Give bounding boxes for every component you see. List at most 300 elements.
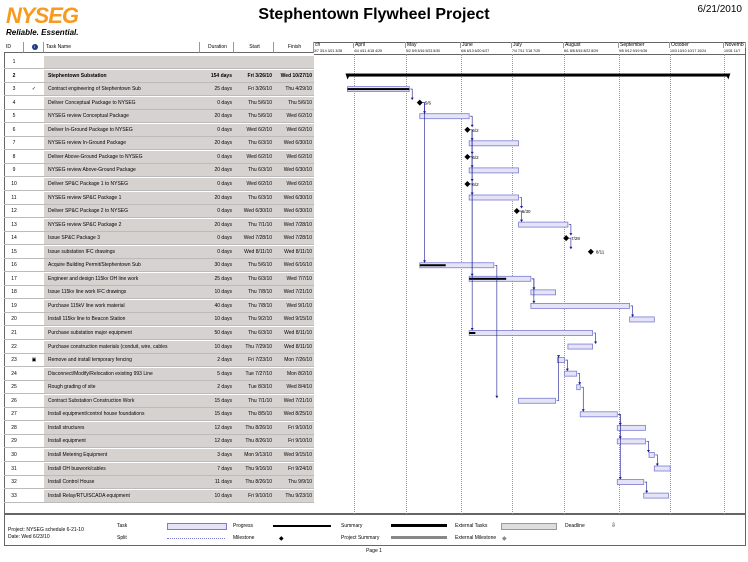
task-start: Mon 9/13/10 [234, 449, 274, 461]
task-id: 17 [11, 275, 17, 282]
timescale-weeks: 6/6 6/13 6/20 6/27 [461, 48, 512, 55]
task-indicator [24, 327, 44, 339]
summary-bar-start [346, 74, 351, 80]
task-name: Install OH buswork/cables [44, 463, 200, 475]
task-start: Thu 9/16/10 [234, 463, 274, 475]
table-row[interactable] [4, 70, 314, 83]
task-finish: Wed 7/21/10 [274, 395, 314, 407]
task-finish: Wed 6/2/10 [274, 124, 314, 136]
milestone-date-label: 6/2 [472, 181, 479, 187]
timescale-weeks: 3/7 3/14 3/21 3/28 [314, 48, 354, 55]
milestone-date-label: 8/11 [595, 249, 605, 255]
task-id: 11 [11, 194, 17, 201]
task-name: Disconnect/Modify/Relocation existing 993 Line [44, 368, 200, 380]
task-start: Thu 8/26/10 [234, 422, 274, 434]
task-duration: 0 days [200, 97, 234, 109]
task-id: 10 [11, 180, 17, 187]
legend-deadline-label: Deadline [565, 523, 585, 529]
task-table [4, 42, 314, 514]
timescale-month: May [406, 42, 461, 48]
dependency-arrow [411, 98, 414, 101]
table-row[interactable] [4, 164, 314, 177]
legend-external-milestone-label: External Milestone [455, 535, 497, 541]
task-id: 22 [11, 343, 17, 350]
task-indicator [24, 341, 44, 353]
report-date: 6/21/2010 [697, 4, 742, 15]
task-start: Fri 7/23/10 [234, 354, 274, 366]
report-header [0, 0, 748, 42]
task-id: 28 [11, 424, 17, 431]
timescale-weeks: 9/5 9/12 9/19 9/26 [619, 48, 670, 55]
task-bar [568, 344, 593, 349]
task-name: Deliver SP&C Package 1 to NYSEG [44, 178, 200, 190]
external-milestone-diamond-icon: ◆ [502, 536, 507, 542]
task-start: Thu 5/6/10 [234, 259, 274, 271]
task-duration: 7 days [200, 463, 234, 475]
task-name: Install Control House [44, 476, 200, 488]
timescale-month: ch [314, 42, 354, 48]
task-name: Deliver Conceptual Package to NYSEG [44, 97, 200, 109]
task-finish: Wed 6/16/10 [274, 259, 314, 271]
task-indicator [24, 463, 44, 475]
task-progress [469, 332, 475, 334]
task-finish: Mon 7/26/10 [274, 354, 314, 366]
task-duration: 20 days [200, 164, 234, 176]
table-row[interactable] [4, 286, 314, 299]
task-start: Fri 9/10/10 [234, 490, 274, 502]
task-name: Contract Substation Construction Work [44, 395, 200, 407]
task-name: Deliver In-Ground Package to NYSEG [44, 124, 200, 136]
timescale-month: June [461, 42, 512, 48]
table-row[interactable] [4, 246, 314, 259]
timescale-month: Novemb [724, 42, 746, 48]
task-id: 23 [11, 357, 17, 364]
legend-footer [4, 514, 746, 546]
dependency-arrow [569, 247, 572, 250]
task-indicator [24, 286, 44, 298]
task-id: 32 [11, 479, 17, 486]
task-duration: 5 days [200, 368, 234, 380]
task-start: Thu 6/3/10 [234, 327, 274, 339]
task-duration: 10 days [200, 286, 234, 298]
dependency-link [581, 387, 583, 411]
task-finish: Wed 10/27/10 [274, 70, 314, 82]
task-name: Stephentown Substation [44, 70, 200, 82]
task-finish: Wed 7/28/10 [274, 219, 314, 231]
table-row[interactable] [4, 137, 314, 150]
task-finish: Wed 8/25/10 [274, 408, 314, 420]
timescale-month: October [670, 42, 724, 48]
task-indicator [24, 313, 44, 325]
table-row[interactable] [4, 422, 314, 435]
task-name: NYSEG review In-Ground Package [44, 137, 200, 149]
table-row[interactable] [4, 476, 314, 489]
table-row[interactable] [4, 435, 314, 448]
task-duration: 0 days [200, 246, 234, 258]
task-name: Purchase construction materials (conduit, wire, cables [44, 341, 200, 353]
task-indicator: ▣ [31, 357, 37, 364]
task-bar [469, 168, 518, 173]
timescale-month: August [564, 42, 619, 48]
task-bar [519, 222, 568, 227]
task-id: 20 [11, 316, 17, 323]
task-indicator [24, 192, 44, 204]
task-bar [564, 371, 576, 376]
task-progress [469, 278, 506, 280]
task-duration: 154 days [200, 70, 234, 82]
table-row[interactable] [4, 300, 314, 313]
task-bar [617, 425, 645, 430]
task-indicator [24, 246, 44, 258]
table-row[interactable] [4, 490, 314, 503]
task-id: 15 [11, 248, 17, 255]
timescale-weeks: 5/2 5/9 5/16 5/23 5/30 [406, 48, 461, 55]
task-duration: 10 days [200, 490, 234, 502]
task-start: Thu 8/26/10 [234, 435, 274, 447]
task-duration: 0 days [200, 124, 234, 136]
table-row[interactable] [4, 368, 314, 381]
task-indicator [24, 56, 44, 68]
task-duration: 10 days [200, 313, 234, 325]
table-row[interactable] [4, 313, 314, 326]
milestone-marker [563, 235, 569, 241]
timescale-weeks: 10/3 10/10 10/17 10/24 [670, 48, 724, 55]
task-duration: 15 days [200, 408, 234, 420]
task-start: Fri 3/26/10 [234, 83, 274, 95]
task-indicator [24, 381, 44, 393]
task-name: Issue SP&C Package 3 [44, 232, 200, 244]
table-row[interactable] [4, 124, 314, 137]
task-finish: Fri 9/10/10 [274, 422, 314, 434]
task-finish: Wed 6/30/10 [274, 192, 314, 204]
task-finish: Wed 9/15/10 [274, 449, 314, 461]
task-duration [200, 56, 234, 68]
task-start: Wed 6/30/10 [234, 205, 274, 217]
milestone-date-label: 6/30 [521, 209, 531, 215]
task-indicator [24, 273, 44, 285]
task-duration: 40 days [200, 300, 234, 312]
task-duration: 50 days [200, 327, 234, 339]
table-row[interactable] [4, 259, 314, 272]
table-row[interactable] [4, 341, 314, 354]
task-duration: 12 days [200, 422, 234, 434]
timescale-weeks: 4/4 4/11 4/18 4/25 [354, 48, 406, 55]
task-finish: Wed 8/11/10 [274, 327, 314, 339]
task-bar [649, 452, 654, 457]
task-indicator [24, 259, 44, 271]
task-id: 31 [11, 465, 17, 472]
task-bar [580, 412, 617, 417]
timescale-weeks: 7/4 7/11 7/18 7/25 [512, 48, 564, 55]
timescale-month: September [619, 42, 670, 48]
task-name: Issue substation IFC drawings [44, 246, 200, 258]
task-indicator [24, 110, 44, 122]
task-indicator [24, 435, 44, 447]
task-bar [630, 317, 655, 322]
col-header-name[interactable]: Task Name [44, 42, 200, 53]
task-start: Thu 6/3/10 [234, 192, 274, 204]
task-start: Wed 6/2/10 [234, 151, 274, 163]
timescale-month: July [512, 42, 564, 48]
task-indicator [24, 300, 44, 312]
summary-bar [348, 74, 729, 77]
task-indicator [24, 422, 44, 434]
footer-project: Project: NYSEG schedule 6-21-10 [8, 527, 84, 533]
task-finish: Wed 8/4/10 [274, 381, 314, 393]
task-id: 2 [12, 72, 16, 79]
task-indicator [24, 490, 44, 502]
legend-project-summary-swatch [391, 536, 447, 539]
task-finish: Thu 9/23/10 [274, 490, 314, 502]
table-row[interactable] [4, 273, 314, 286]
task-duration: 11 days [200, 476, 234, 488]
nyseg-logo: NYSEG [6, 3, 79, 28]
task-bar [644, 493, 669, 498]
task-id: 26 [11, 397, 17, 404]
task-start: Thu 9/2/10 [234, 313, 274, 325]
task-name: NYSEG review Conceptual Package [44, 110, 200, 122]
footer-date: Date: Wed 6/23/10 [8, 534, 50, 540]
table-row[interactable] [4, 354, 314, 367]
task-finish: Mon 8/2/10 [274, 368, 314, 380]
legend-split-swatch [167, 538, 225, 539]
legend-progress-label: Progress [233, 523, 254, 529]
legend-task-label: Task [117, 523, 128, 529]
page-title: Stephentown Flywheel Project [258, 6, 490, 23]
task-duration: 10 days [200, 341, 234, 353]
task-duration: 25 days [200, 83, 234, 95]
task-id: 30 [11, 451, 17, 458]
task-start: Tue 7/27/10 [234, 368, 274, 380]
task-name: Remove and install temporary fencing [44, 354, 200, 366]
task-indicator [24, 151, 44, 163]
task-start: Thu 6/3/10 [234, 164, 274, 176]
task-bar [577, 385, 581, 390]
task-start [234, 56, 274, 68]
table-row[interactable] [4, 381, 314, 394]
legend-project-summary-label: Project Summary [341, 535, 380, 541]
task-finish: Fri 9/24/10 [274, 463, 314, 475]
task-finish: Wed 6/30/10 [274, 137, 314, 149]
task-duration: 20 days [200, 137, 234, 149]
milestone-marker [417, 100, 423, 106]
task-start: Wed 7/28/10 [234, 232, 274, 244]
task-id: 33 [11, 492, 17, 499]
task-name: Issue 115kv line work IFC drawings [44, 286, 200, 298]
table-row[interactable] [4, 205, 314, 218]
task-start: Wed 6/2/10 [234, 178, 274, 190]
task-start: Thu 7/1/10 [234, 395, 274, 407]
table-row[interactable] [4, 192, 314, 205]
task-id: 14 [11, 235, 17, 242]
task-bar [531, 303, 630, 308]
task-finish: Fri 9/10/10 [274, 435, 314, 447]
task-id: 5 [12, 113, 16, 120]
task-indicator [24, 219, 44, 231]
task-name: Purchase substation major equipment [44, 327, 200, 339]
task-bar [420, 114, 469, 119]
task-start: Tue 8/3/10 [234, 381, 274, 393]
task-id: 18 [11, 289, 17, 296]
legend-milestone-label: Milestone [233, 535, 255, 541]
task-finish: Wed 6/2/10 [274, 110, 314, 122]
task-id: 7 [12, 140, 16, 147]
task-progress [420, 264, 446, 266]
task-duration: 0 days [200, 232, 234, 244]
table-row[interactable] [4, 56, 314, 69]
task-name: Rough grading of site [44, 381, 200, 393]
task-id: 27 [11, 411, 17, 418]
task-id: 29 [11, 438, 17, 445]
task-bar [469, 141, 518, 146]
table-row[interactable] [4, 110, 314, 123]
table-row[interactable] [4, 395, 314, 408]
milestone-marker [464, 154, 470, 160]
task-name: Deliver SP&C Package 2 to NYSEG [44, 205, 200, 217]
timescale-weeks: 8/1 8/8 8/15 8/22 8/29 [564, 48, 619, 55]
task-id: 9 [12, 167, 16, 174]
col-header-duration[interactable]: Duration [200, 42, 234, 53]
task-name [44, 56, 200, 68]
table-row[interactable] [4, 178, 314, 191]
task-name: Install 115kv line to Beacon Station [44, 313, 200, 325]
task-indicator: ✓ [31, 86, 37, 93]
task-indicator [24, 368, 44, 380]
task-start: Wed 6/2/10 [234, 124, 274, 136]
col-header-start[interactable]: Start [234, 42, 274, 53]
col-header-finish[interactable]: Finish [274, 42, 314, 53]
task-duration: 0 days [200, 178, 234, 190]
task-finish: Wed 6/2/10 [274, 151, 314, 163]
task-id: 21 [11, 330, 17, 336]
task-id: 1 [12, 59, 16, 65]
gantt-chart [314, 42, 746, 514]
milestone-date-label: 6/2 [472, 154, 479, 160]
task-start: Thu 7/1/10 [234, 219, 274, 231]
task-indicator [24, 408, 44, 420]
task-finish: Thu 4/29/10 [274, 83, 314, 95]
task-name: Install structures [44, 422, 200, 434]
task-indicator [24, 232, 44, 244]
task-name: Install Relay/RTU/SCADA equipment [44, 490, 200, 502]
table-row[interactable] [4, 327, 314, 340]
task-indicator [24, 124, 44, 136]
dependency-arrow [594, 342, 597, 345]
task-finish: Thu 5/6/10 [274, 97, 314, 109]
legend-external-tasks-label: External Tasks [455, 523, 488, 529]
legend-task-swatch [167, 523, 227, 530]
table-row[interactable] [4, 449, 314, 462]
task-bar [617, 439, 645, 444]
task-start: Wed 8/11/10 [234, 246, 274, 258]
timescale-weeks: 10/31 11/7 [724, 48, 746, 55]
timescale-month: April [354, 42, 406, 48]
legend-summary-label: Summary [341, 523, 363, 529]
task-duration: 20 days [200, 110, 234, 122]
gantt-bars [314, 42, 746, 514]
dependency-link [423, 103, 425, 263]
task-name: Contract engineering of Stephentown Sub [44, 83, 200, 95]
task-indicator [24, 70, 44, 82]
task-duration: 2 days [200, 354, 234, 366]
milestone-marker [464, 181, 470, 187]
task-name: Install Metering Equipment [44, 449, 200, 461]
task-finish: Wed 7/7/10 [274, 273, 314, 285]
task-id: 3 [12, 86, 16, 93]
table-row[interactable] [4, 219, 314, 232]
task-indicator [24, 178, 44, 190]
task-id: 6 [12, 126, 16, 133]
task-finish: Wed 6/30/10 [274, 205, 314, 217]
task-bar [617, 480, 643, 485]
task-progress [348, 88, 410, 90]
task-finish: Wed 7/28/10 [274, 232, 314, 244]
table-row[interactable] [4, 83, 314, 96]
task-finish: Wed 9/15/10 [274, 313, 314, 325]
table-row[interactable] [4, 151, 314, 164]
task-id: 4 [12, 99, 16, 106]
task-duration: 15 days [200, 395, 234, 407]
task-name: Engineer and design 115kv OH line work [44, 273, 200, 285]
table-row[interactable] [4, 408, 314, 421]
table-row[interactable] [4, 232, 314, 245]
task-duration: 12 days [200, 435, 234, 447]
task-start: Thu 7/8/10 [234, 300, 274, 312]
task-finish [274, 56, 314, 68]
task-start: Thu 7/29/10 [234, 341, 274, 353]
task-indicator [24, 205, 44, 217]
task-name: NYSEG review SP&C Package 2 [44, 219, 200, 231]
task-duration: 20 days [200, 219, 234, 231]
task-name: NYSEG review SP&C Package 1 [44, 192, 200, 204]
task-finish: Wed 8/11/10 [274, 246, 314, 258]
table-row[interactable] [4, 97, 314, 110]
task-name: Deliver Above-Ground Package to NYSEG [44, 151, 200, 163]
table-row[interactable] [4, 463, 314, 476]
task-id: 25 [11, 384, 17, 391]
task-name: Install equipment/control house foundations [44, 408, 200, 420]
legend-summary-swatch [391, 524, 447, 527]
task-finish: Wed 9/1/10 [274, 300, 314, 312]
task-start: Thu 8/5/10 [234, 408, 274, 420]
task-id: 13 [11, 221, 17, 228]
task-bar [654, 466, 670, 471]
col-header-id[interactable]: ID [4, 42, 24, 53]
task-bar [469, 331, 592, 336]
task-bar [531, 290, 556, 295]
task-start: Thu 8/26/10 [234, 476, 274, 488]
task-indicator [24, 137, 44, 149]
col-header-indicator[interactable] [24, 42, 44, 53]
task-id: 19 [11, 302, 17, 309]
milestone-date-label: 5/6 [424, 100, 432, 106]
task-finish: Wed 6/2/10 [274, 178, 314, 190]
milestone-marker [588, 249, 594, 255]
task-name: Purchase 115kV line work material [44, 300, 200, 312]
task-id: 12 [11, 208, 17, 215]
page-number: Page 1 [366, 548, 382, 554]
task-duration: 3 days [200, 449, 234, 461]
task-duration: 25 days [200, 273, 234, 285]
task-indicator [24, 476, 44, 488]
task-duration: 20 days [200, 192, 234, 204]
task-finish: Thu 9/9/10 [274, 476, 314, 488]
task-indicator [24, 164, 44, 176]
dependency-link [557, 357, 559, 401]
task-bar [519, 398, 556, 403]
task-start: Thu 6/3/10 [234, 137, 274, 149]
task-start: Thu 5/6/10 [234, 110, 274, 122]
